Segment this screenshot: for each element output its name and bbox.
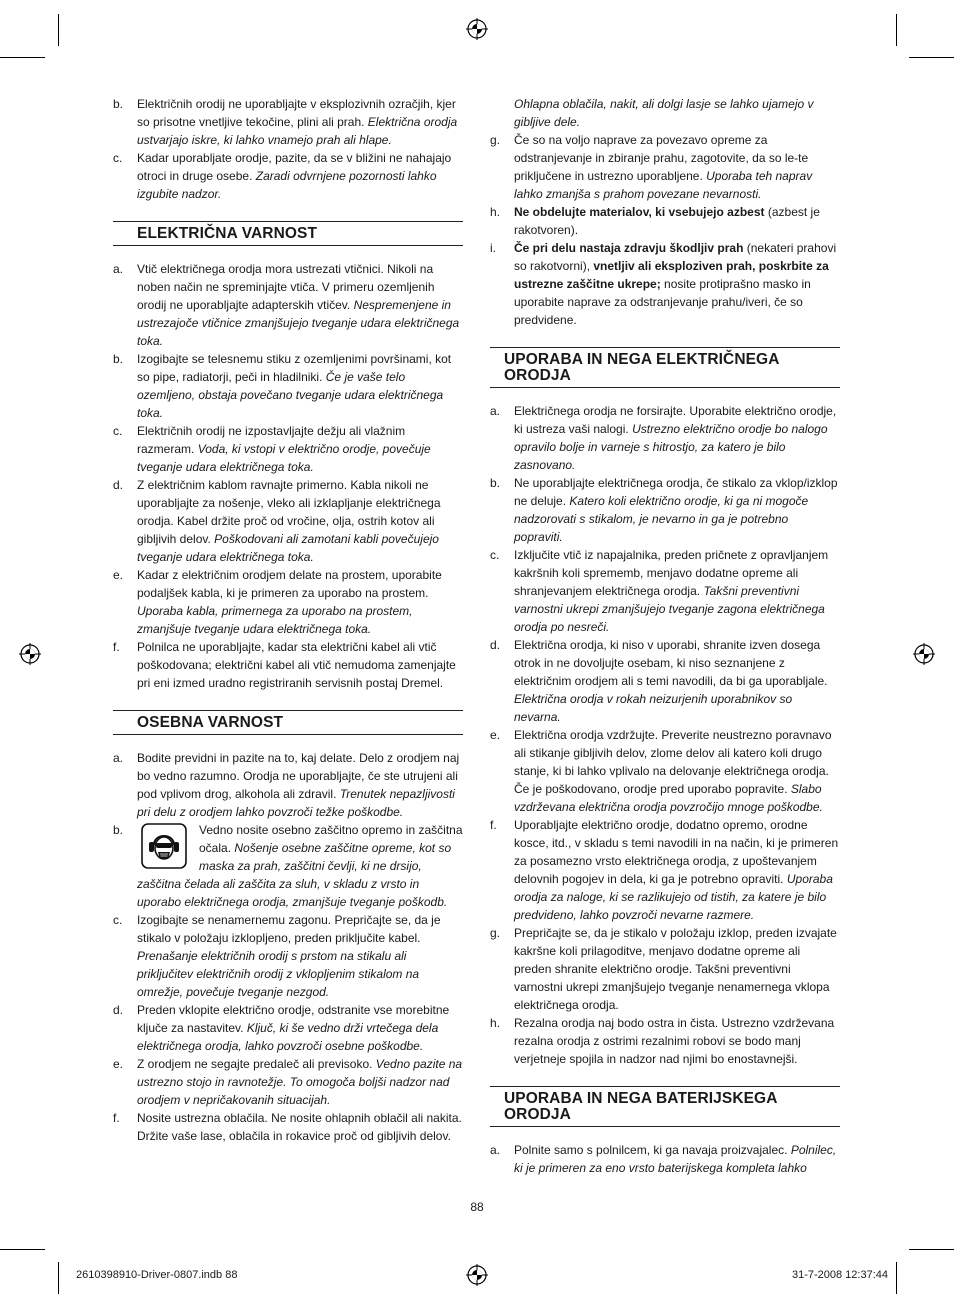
item-label: c.: [113, 151, 123, 165]
item-text: nosite protiprašno masko in uporabite naprave za odstranjevanje prahu/iveri, če so predvidene.: [514, 277, 811, 327]
item-text-italic: Nošenje osebne zaščitne opreme, kot so maska za prah, zaščitni čevlji, ki ne drsijo, zaščitna čelada ali zaščita za sluh, v skladu z vrsto in uporabo električnega orodja, zmanjšuje tveganje poškodb.: [137, 841, 452, 909]
item-text: Preden vklopite električno orodje, odstranite vse morebitne ključe za nastavitev.: [137, 1003, 450, 1035]
item-text: Izključite vtič iz napajalnika, preden pričnete z opravljanjem kakršnih koli sprememb, menjavo dodatne opreme ali shranjevanjem električnega orodja.: [514, 548, 829, 598]
item-label: d.: [490, 638, 501, 652]
registration-mark-icon: [466, 1264, 488, 1286]
item-text: Vedno nosite osebno zaščitno opremo in zaščitna očala.: [199, 823, 463, 855]
list-item: [113, 1055, 463, 1109]
crop-mark: [896, 14, 897, 46]
personal-safety-list: [113, 911, 463, 1145]
continuation-text: Ohlapna oblačila, nakit, ali dolgi lasje se lahko ujamejo v gibljive dele.: [514, 97, 814, 129]
item-text-bold: Če pri delu nastaja zdravju škodljiv prah: [514, 241, 744, 255]
item-text-italic: Prenašanje električnih orodij s prstom na stikalu ali priključitev električnih orodij z vklopljenim stikalom na omrežje, povečuje tveganje nezgod.: [137, 949, 420, 999]
page-number: 88: [470, 1200, 484, 1214]
personal-safety-list-continued: [490, 131, 840, 329]
item-text: Nosite ustrezna oblačila. Ne nosite ohlapnih oblačil ali nakita. Držite vaše lase, oblačila in rokavice proč od gibljivih delov.: [137, 1111, 462, 1143]
item-label: a.: [490, 1143, 501, 1157]
item-label: a.: [490, 404, 501, 418]
item-label: e.: [490, 728, 501, 742]
item-text: (nekateri prahovi so rakotvorni),: [514, 241, 837, 273]
list-item: [113, 422, 463, 476]
item-text: Prepričajte se, da je stikalo v položaju izklop, preden izvajate kakršne koli prilagoditve, menjavo dodatne opreme ali preden shranite električno orodje. Takšni preventivni varnostni ukrepi zmanjšujejo tveganje nenamernega vklopa električnega orodja.: [514, 926, 837, 1012]
item-label: a.: [113, 262, 124, 276]
list-item: [490, 239, 840, 329]
left-column: [113, 95, 463, 1145]
right-column: [490, 95, 840, 1177]
list-item: [113, 149, 463, 203]
item-label: d.: [113, 1003, 124, 1017]
list-item: [490, 546, 840, 636]
item-text: Kadar z električnim orodjem delate na prostem, uporabite podaljšek kabla, ki je primeren za uporabo na prostem.: [137, 568, 442, 600]
item-text-italic: Uporaba teh naprav lahko zmanjša s prahom povezane nevarnosti.: [514, 169, 813, 201]
crop-mark: [909, 57, 954, 58]
item-label: c.: [113, 424, 123, 438]
item-text: Električnega orodja ne forsirajte. Uporabite električno orodje, ki ustreza vaši nalogi.: [514, 404, 837, 436]
item-text: Električna orodja vzdržujte. Preverite neustrezno poravnavo ali stikanje gibljivih delov, zlome delov ali katero koli drugo stanje, ki bi lahko vplivalo na delovanje električnega orodja. Če je poškodovano, orodje pred uporabo popravite.: [514, 728, 832, 796]
item-text: (azbest je rakotvoren).: [514, 205, 820, 237]
item-text-italic: Uporaba kabla, primernega za uporabo na prostem, zmanjšuje tveganje udara električnega toka.: [137, 604, 413, 636]
list-item: [490, 1141, 840, 1177]
item-text: Izogibajte se nenamernemu zagonu. Prepričajte se, da je stikalo v položaju izklopljeno, preden priključite kabel.: [137, 913, 441, 945]
item-label: e.: [113, 1057, 124, 1071]
item-text-italic: Električna orodja v rokah neizurjenih uporabnikov so nevarna.: [514, 692, 793, 724]
item-label: c.: [490, 548, 500, 562]
item-label: b.: [490, 476, 501, 490]
item-text: Izogibajte se telesnemu stiku z ozemljenimi površinami, kot so pipe, radiatorji, peči in hladilniki.: [137, 352, 452, 384]
item-label: g.: [490, 133, 501, 147]
list-item: [113, 1109, 463, 1145]
item-text-italic: Če je vaše telo ozemljeno, obstaja povečano tveganje udara električnega toka.: [137, 370, 444, 420]
list-item: [490, 203, 840, 239]
crop-mark: [909, 1249, 954, 1250]
list-item: [113, 476, 463, 566]
registration-mark-icon: [913, 643, 935, 665]
item-text-bold: Ne obdelujte materialov, ki vsebujejo azbest: [514, 205, 765, 219]
item-text: Električnih orodij ne uporabljajte v eksplozivnih ozračjih, kjer so prisotne vnetljive tekočine, plini ali prah.: [137, 97, 456, 129]
list-item: [490, 816, 840, 924]
item-text-italic: Katero koli električno orodje, ki ga ni mogoče nadzorovati s stikalom, je nevarno in ga je potrebno popraviti.: [514, 494, 809, 544]
list-item: [490, 402, 840, 474]
item-text: Z orodjem ne segajte predaleč ali previsoko.: [137, 1057, 376, 1071]
list-item: [490, 636, 840, 726]
list-item: [490, 726, 840, 816]
section-header-personal: [113, 710, 463, 735]
item-label: b.: [113, 823, 124, 837]
footer-timestamp: 31-7-2008 12:37:44: [791, 1269, 888, 1281]
list-item: [490, 924, 840, 1014]
item-text-italic: Takšni preventivni varnostni ukrepi zmanjšujejo tveganje zagona električnega orodja po nesreči.: [514, 584, 825, 634]
item-text: Če so na voljo naprave za povezavo opreme za odstranjevanje in zbiranje prahu, zagotovite, da so le-te priključene in ustrezno uporabljene.: [514, 133, 809, 183]
tool-use-list: [490, 402, 840, 1068]
item-text-italic: Vedno pazite na ustrezno stojo in ravnotežje. To omogoča boljši nadzor nad orodjem v nepričakovanih situacijah.: [137, 1057, 463, 1107]
section-header-electrical: [113, 221, 463, 246]
list-item: [113, 1001, 463, 1055]
item-text: Z električnim kablom ravnajte primerno. Kabla nikoli ne uporabljajte za nošenje, vleko ali izklapljanje električnega orodja. Kabel držite proč od vročine, olja, ostrih kotov ali gibljivih delov.: [137, 478, 441, 546]
section-title: UPORABA IN NEGA BATERIJSKEGA ORODJA: [504, 1090, 777, 1123]
item-text: Ne uporabljajte električnega orodja, če stikalo za vklop/izklop ne deluje.: [514, 476, 838, 508]
crop-mark: [58, 1262, 59, 1294]
list-item: [113, 350, 463, 422]
personal-safety-list: [113, 749, 463, 821]
item-text-italic: Ustrezno električno orodje bo nalogo opravilo bolje in varneje s hitrostjo, za katero je bilo zasnovano.: [514, 422, 828, 472]
list-item: [490, 131, 840, 203]
item-text-italic: Zaradi odvrnjene pozornosti lahko izgubite nadzor.: [137, 169, 437, 201]
battery-tool-list: [490, 1141, 840, 1177]
registration-mark-icon: [19, 643, 41, 665]
item-text-italic: Uporaba orodja za naloge, ki se razlikujejo od tistih, za katere je bilo predvideno, lahko povzroči nevarne razmere.: [514, 872, 833, 922]
item-text: Vtič električnega orodja mora ustrezati vtičnici. Nikoli na noben način ne spreminjajte vtiča. V primeru ozemljenih orodij ne uporabljajte adapterskih vtičev.: [137, 262, 435, 312]
item-label: b.: [113, 97, 124, 111]
item-label: c.: [113, 913, 123, 927]
item-label: h.: [490, 205, 501, 219]
item-text: Bodite previdni in pazite na to, kaj delate. Delo z orodjem naj bo vedno razumno. Orodja ne uporabljajte, če ste utrujeni ali pod vplivom drog, alkohola ali zdravil.: [137, 751, 460, 801]
list-item: [490, 1014, 840, 1068]
item-label: i.: [490, 241, 496, 255]
intro-list: [113, 95, 463, 203]
section-header-battery: [490, 1086, 840, 1127]
item-text-italic: Električna orodja ustvarjajo iskre, ki lahko vnamejo prah ali hlape.: [137, 115, 458, 147]
item-label: g.: [490, 926, 501, 940]
list-item: [113, 566, 463, 638]
item-label: f.: [113, 1111, 120, 1125]
item-text-italic: Ključ, ki še vedno drži vrtečega dela električnega orodja, lahko povzroči osebne poškodbe.: [137, 1021, 439, 1053]
item-text-bold: vnetljiv ali eksploziven prah, poskrbite za ustrezne zaščitne ukrepe;: [514, 259, 829, 291]
item-text: Uporabljajte električno orodje, dodatno opremo, orodne kosce, itd., v skladu s temi navodili in na način, ki je primeren za posamezno vrsto električnega orodja, z upoštevanjem delovnih pogojev in dela, ki ga je potrebno opraviti.: [514, 818, 839, 886]
item-text: Kadar uporabljate orodje, pazite, da se v bližini ne nahajajo otroci in druge osebe.: [137, 151, 452, 183]
item-text: Polnilca ne uporabljajte, kadar sta električni kabel ali vtič poškodovana; električni kabel ali vtič nemudoma zamenjajte pri eni izmed uradno registriranih servisnih postaj Dremel.: [137, 640, 456, 690]
section-title: OSEBNA VARNOST: [137, 714, 284, 731]
item-label: b.: [113, 352, 124, 366]
item-text-italic: Trenutek nepazljivosti pri delu z orodjem lahko povzroči težke poškodbe.: [137, 787, 455, 819]
item-text: Električna orodja, ki niso v uporabi, shranite izven dosega otrok in ne dovoljujte osebam, ki niso seznanjene z električnim orodjem ali s temi navodili, da bi ga uporabljale.: [514, 638, 828, 688]
item-text-italic: Polnilec, ki je primeren za eno vrsto baterijskega kompleta lahko: [514, 1143, 837, 1175]
list-item: [113, 638, 463, 692]
item-text: Rezalna orodja naj bodo ostra in čista. Ustrezno vzdrževana rezalna orodja z ostrimi rezalnimi robovi se bodo manj verjetneje spojila in nadzor nad njimi bo enostavnejši.: [514, 1016, 835, 1066]
footer-file: 2610398910-Driver-0807.indb 88: [76, 1269, 238, 1281]
item-text-italic: Voda, ki vstopi v električno orodje, povečuje tveganje udara električnega toka.: [137, 442, 431, 474]
list-item: [113, 260, 463, 350]
safety-glasses-mask-icon: [141, 823, 187, 869]
item-label: f.: [490, 818, 497, 832]
item-text: Polnite samo s polnilcem, ki ga navaja proizvajalec.: [514, 1143, 791, 1157]
section-title: UPORABA IN NEGA ELEKTRIČNEGA ORODJA: [504, 351, 779, 384]
list-item: [490, 474, 840, 546]
item-label: h.: [490, 1016, 501, 1030]
item-text-italic: Nespremenjene in ustrezajoče vtičnice zmanjšujejo tveganje udara električnega toka.: [137, 298, 460, 348]
electrical-safety-list: [113, 260, 463, 692]
section-title: ELEKTRIČNA VARNOST: [137, 225, 318, 242]
list-item: [113, 749, 463, 821]
item-label: f.: [113, 640, 120, 654]
crop-mark: [0, 57, 45, 58]
list-item: [113, 911, 463, 1001]
list-item: [113, 821, 463, 911]
item-text-italic: Poškodovani ali zamotani kabli povečujejo tveganje udara električnega toka.: [137, 532, 439, 564]
crop-mark: [0, 1249, 45, 1250]
crop-mark: [58, 14, 59, 46]
registration-mark-icon: [466, 18, 488, 40]
section-header-tool-use: [490, 347, 840, 388]
list-item: [113, 95, 463, 149]
item-text-italic: Slabo vzdrževana električna orodja povzročijo mnoge poškodbe.: [514, 782, 823, 814]
item-label: a.: [113, 751, 124, 765]
crop-mark: [896, 1262, 897, 1294]
item-text: Električnih orodij ne izpostavljajte dežju ali vlažnim razmeram.: [137, 424, 406, 456]
item-label: e.: [113, 568, 124, 582]
item-label: d.: [113, 478, 124, 492]
